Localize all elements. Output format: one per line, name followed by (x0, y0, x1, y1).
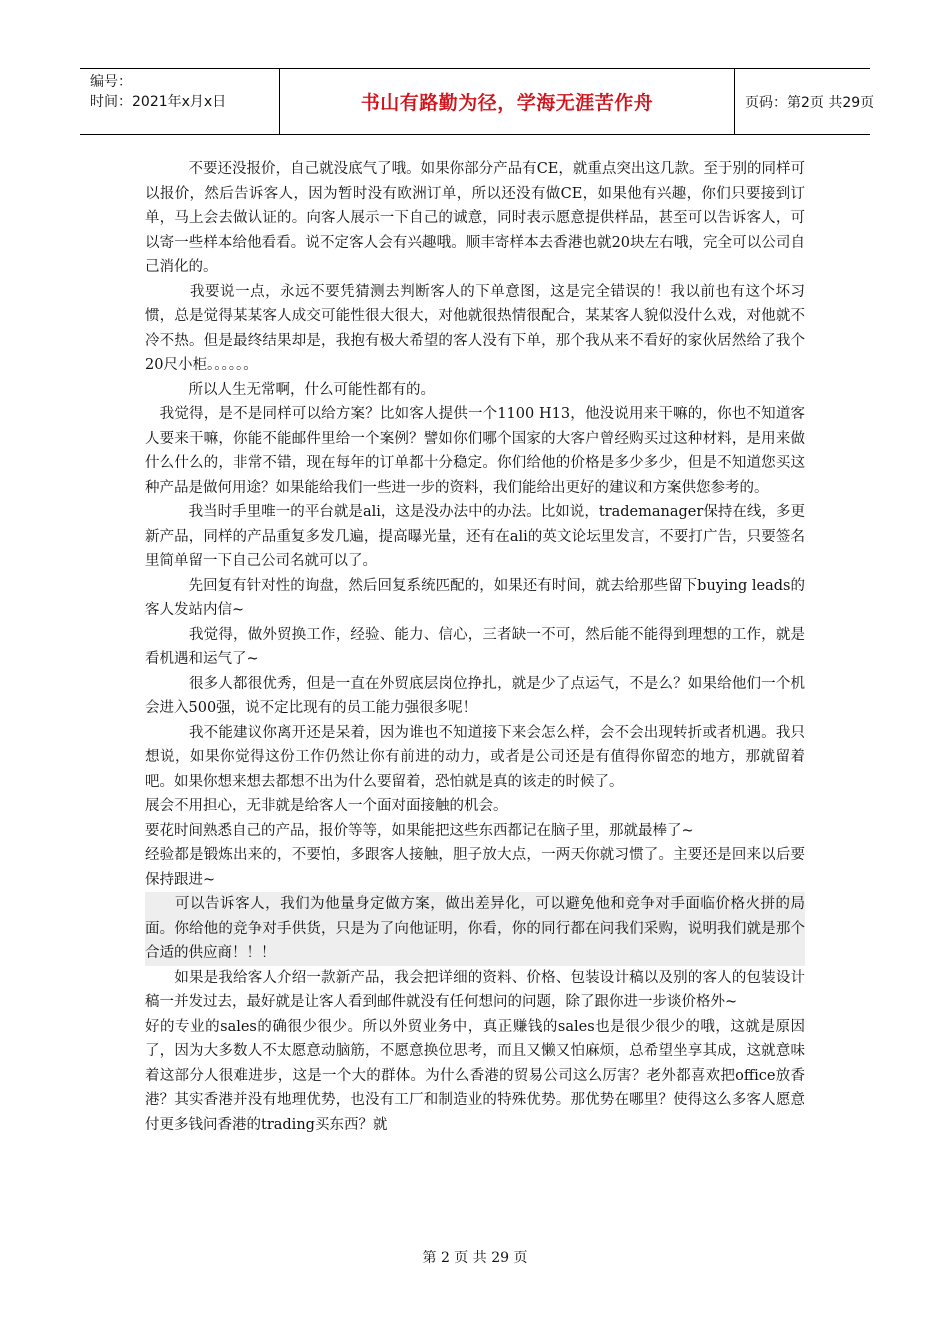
header-page-info: 页码：第2页 共29页 (745, 94, 875, 111)
paragraph: 不要还没报价，自己就没底气了哦。如果你部分产品有CE，就重点突出这几款。至于别的同样可以报价，然后告诉客人，因为暂时没有欧洲订单，所以还没有做CE，如果他有兴趣，你们只要接到订单，马上会去做认证的。向客人展示一下自己的诚意，同时表示愿意提供样品，甚至可以告诉客人，可以寄一些样本给他看看。说不定客人会有兴趣哦。顺丰寄样本去香港也就20块左右哦，完全可以公司自己消化的。 (145, 161, 805, 275)
paragraph: 经验都是锻炼出来的，不要怕，多跟客人接触，胆子放大点，一两天你就习惯了。主要还是回来以后要保持跟进~ (145, 847, 805, 888)
document-date: 时间：2021年x月x日 (90, 94, 227, 110)
page-footer: 第 2 页 共 29 页 (422, 1250, 528, 1266)
paragraph: 要花时间熟悉自己的产品，报价等等，如果能把这些东西都记在脑子里，那就最棒了~ (145, 822, 694, 839)
paragraph: 我不能建议你离开还是呆着，因为谁也不知道接下来会怎么样，会不会出现转折或者机遇。我只想说，如果你觉得这份工作仍然让你有前进的动力，或者是公司还是有值得你留恋的地方，那就留着吧。如果你想来想去都想不出为什么要留着，恐怕就是真的该走的时候了。 (145, 724, 805, 790)
document-body (145, 157, 805, 1137)
paragraph: 我觉得，是不是同样可以给方案？比如客人提供一个1100 H13，他没说用来干嘛的，你也不知道客人要来干嘛，你能不能邮件里给一个案例？譬如你们哪个国家的大客户曾经购买过这种材料，是用来做什么什么的，非常不错，现在每年的订单都十分稳定。你们给他的价格是多少多少，但是不知道您买这种产品是做何用途？如果能给我们一些进一步的资料，我们能给出更好的建议和方案供您参考的。 (145, 406, 805, 496)
paragraph: 好的专业的sales的确很少很少。所以外贸业务中，真正赚钱的sales也是很少很少的哦，这就是原因了，因为大多数人不太愿意动脑筋，不愿意换位思考，而且又懒又怕麻烦，总希望坐享其成，这就意味着这部分人很难进步，这是一个大的群体。为什么香港的贸易公司这么厉害？老外都喜欢把office放香港？其实香港并没有地理优势，也没有工厂和制造业的特殊优势。那优势在哪里？使得这么多客人愿意付更多钱问香港的trading买东西？就 (145, 1018, 805, 1133)
paragraph: 如果是我给客人介绍一款新产品，我会把详细的资料、价格、包装设计稿以及别的客人的包装设计稿一并发过去，最好就是让客人看到邮件就没有任何想问的问题，除了跟你进一步谈价格外~ (145, 969, 805, 1010)
document-number-label: 编号： (90, 74, 132, 90)
header-motto: 书山有路勤为径，学海无涯苦作舟 (360, 92, 654, 114)
paragraph: 我要说一点，永远不要凭猜测去判断客人的下单意图，这是完全错误的！我以前也有这个坏习惯，总是觉得某某客人成交可能性很大很大，对他就很热情很配合，某某客人貌似没什么戏，对他就不冷不热。但是最终结果却是，我抱有极大希望的客人没有下单，那个我从来不看好的家伙居然给了我个20尺小柜。。。。。。 (145, 283, 805, 373)
paragraph: 先回复有针对性的询盘，然后回复系统匹配的，如果还有时间，就去给那些留下buying leads的客人发站内信~ (145, 577, 805, 618)
paragraph: 所以人生无常啊，什么可能性都有的。 (145, 381, 435, 398)
paragraph: 展会不用担心，无非就是给客人一个面对面接触的机会。 (145, 798, 508, 814)
header-motto-cell (280, 69, 735, 134)
page-header (80, 68, 875, 135)
highlighted-paragraph: 可以告诉客人，我们为他量身定做方案，做出差异化，可以避免他和竞争对手面临价格火拼的局面。你给他的竞争对手供货，只是为了向他证明，你看，你的同行都在问我们采购，说明我们就是那个合适的供应商！！！ (145, 892, 805, 966)
paragraph: 很多人都很优秀，但是一直在外贸底层岗位挣扎，就是少了点运气，不是么？如果给他们一个机会进入500强，说不定比现有的员工能力强很多呢！ (145, 675, 805, 716)
paragraph: 我觉得，做外贸换工作，经验、能力、信心，三者缺一不可，然后能不能得到理想的工作，就是看机遇和运气了~ (145, 626, 805, 667)
paragraph: 我当时手里唯一的平台就是ali，这是没办法中的办法。比如说，trademanager保持在线，多更新产品，同样的产品重复多发几遍，提高曝光量，还有在ali的英文论坛里发言，不要打广告，只要签名里简单留一下自己公司名就可以了。 (145, 504, 805, 569)
header-meta (80, 69, 280, 134)
